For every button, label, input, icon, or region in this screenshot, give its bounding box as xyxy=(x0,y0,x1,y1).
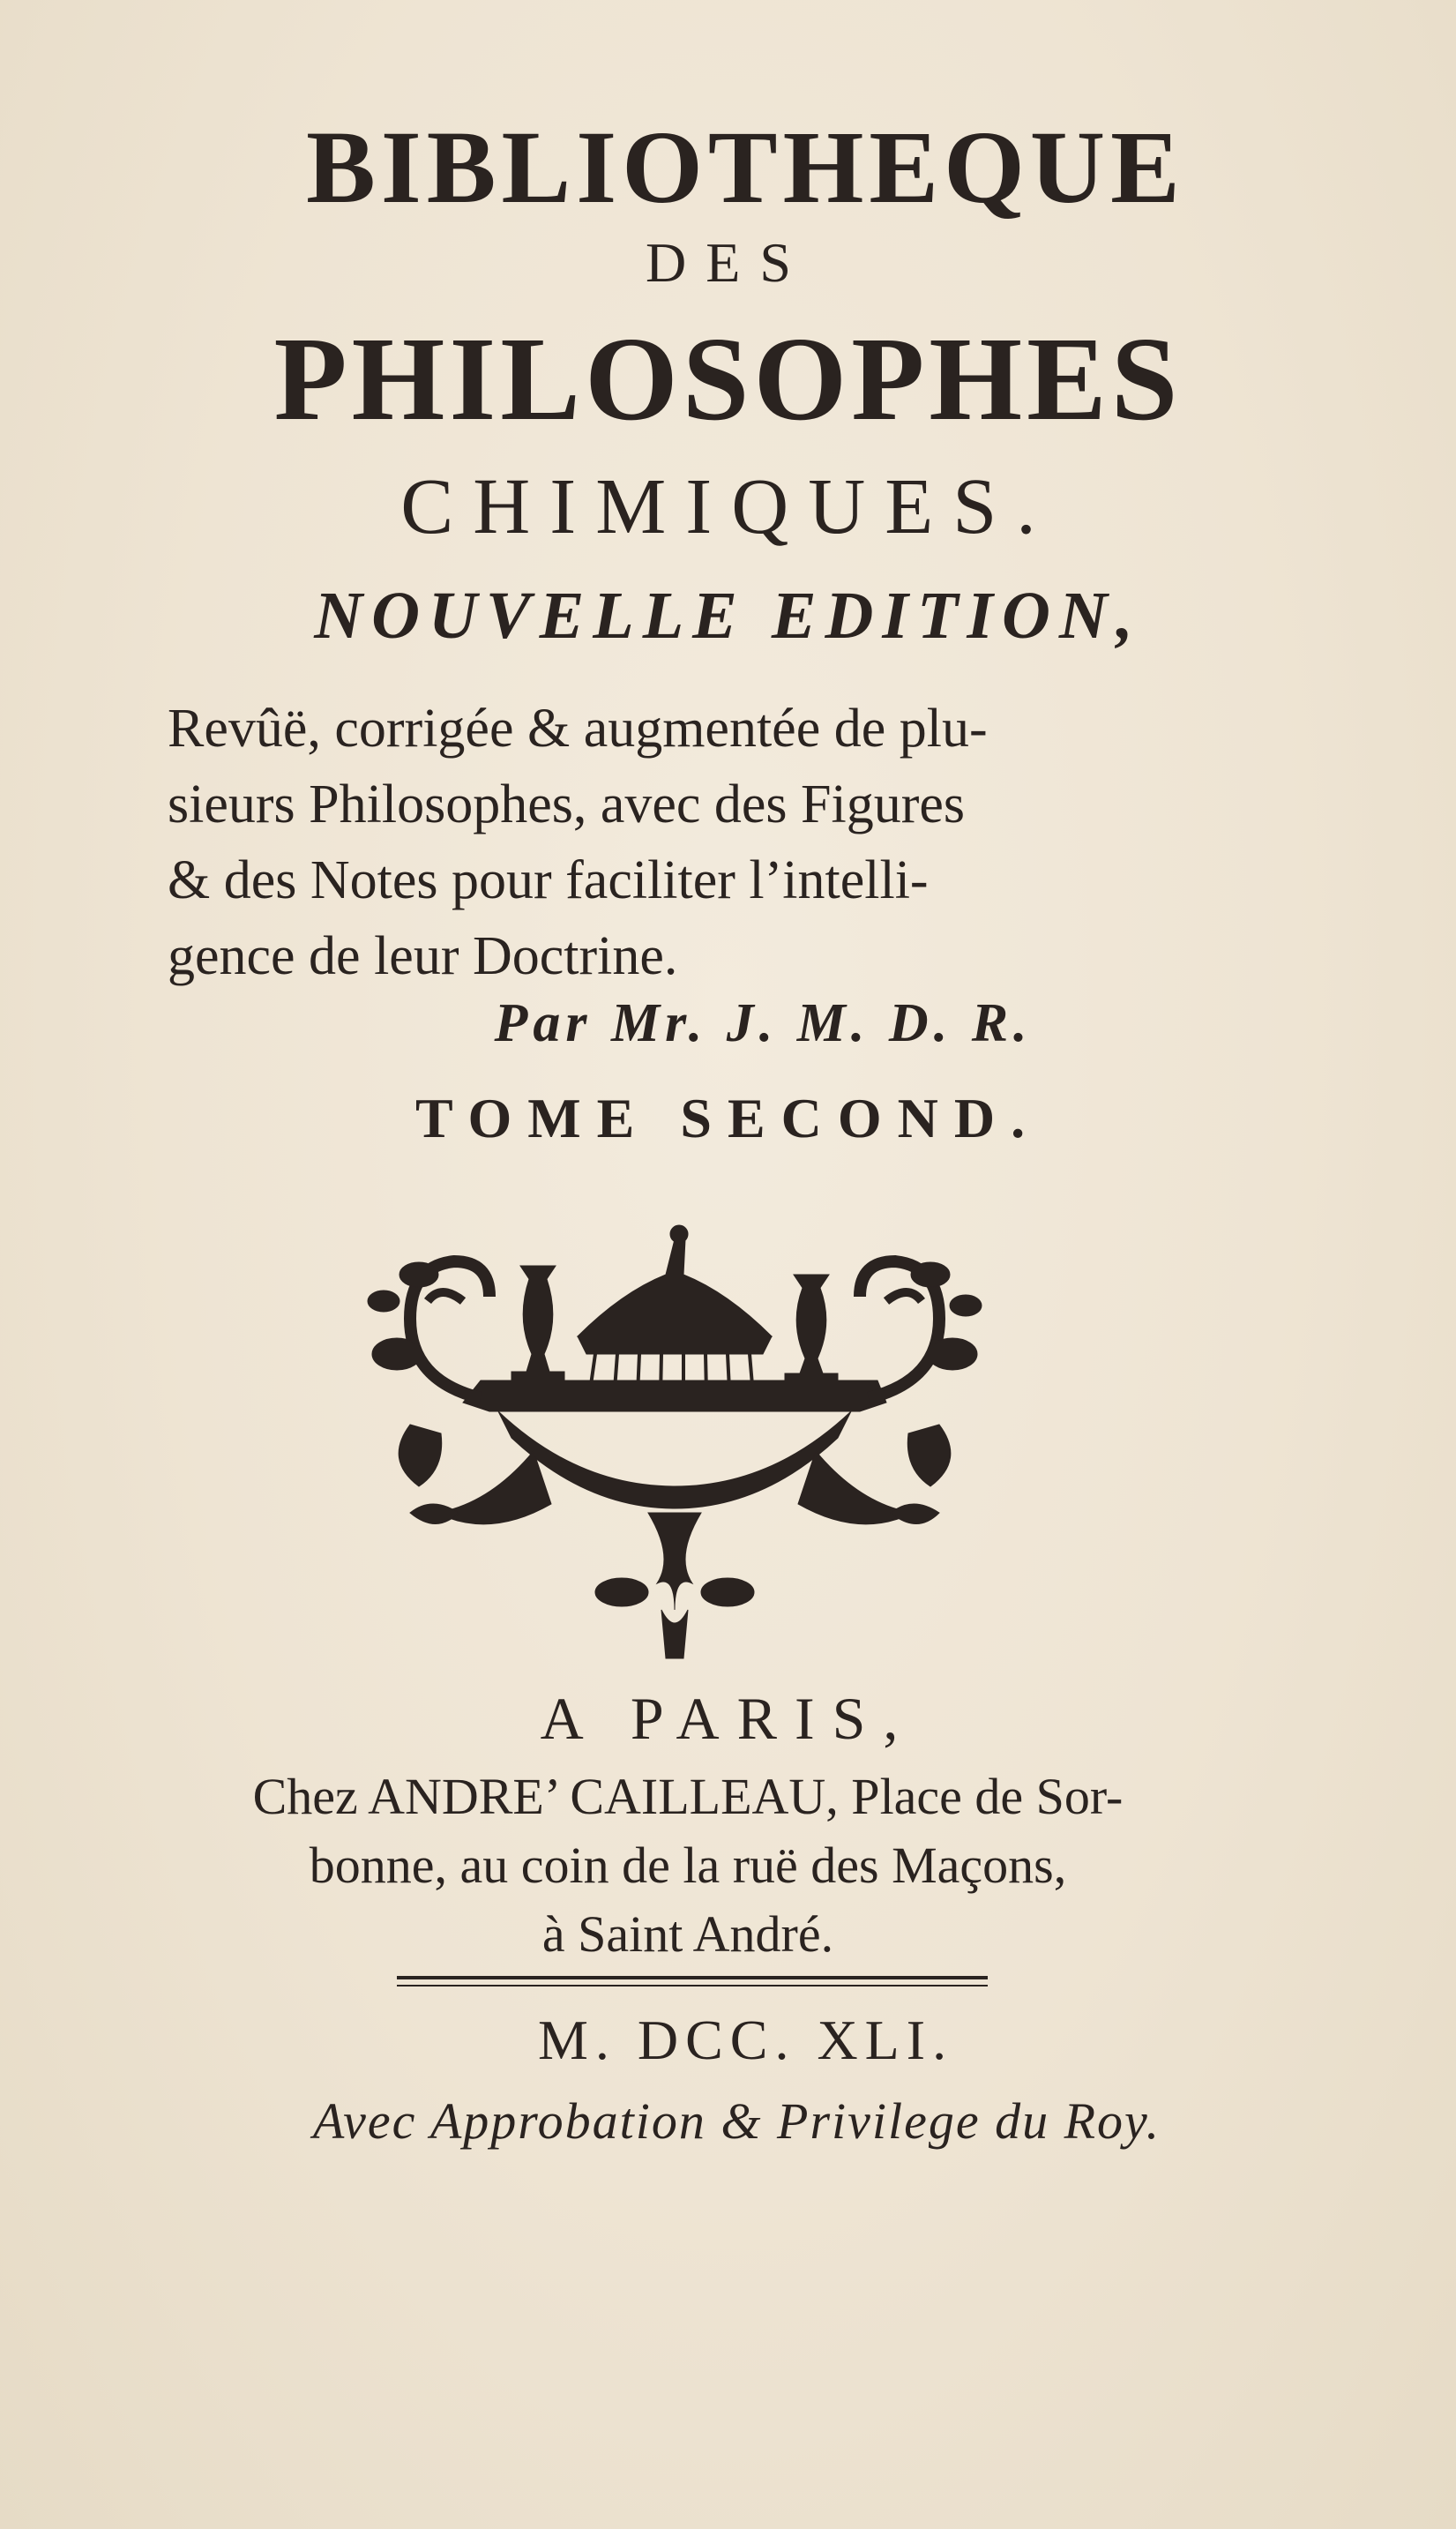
imprint-line: bonne, au coin de la ruë des Maçons, xyxy=(309,1837,1067,1894)
imprint-line: Chez ANDRE’ CAILLEAU, Place de Sor- xyxy=(252,1768,1124,1825)
title-line-des: DES xyxy=(646,231,810,294)
title-line-philosophes: PHILOSOPHES xyxy=(273,313,1183,445)
imprint-block xyxy=(168,1762,1208,1969)
volume-line: TOME SECOND. xyxy=(414,1087,1042,1149)
publication-year: M. DCC. XLI. xyxy=(537,2009,954,2071)
imprint-city: A PARIS, xyxy=(540,1685,916,1752)
edition-statement: NOUVELLE EDITION, xyxy=(314,579,1142,653)
royal-privilege: Avec Approbation & Privilege du Roy. xyxy=(312,2092,1161,2150)
title-line-chimiques: CHIMIQUES. xyxy=(400,463,1056,550)
double-rule-divider xyxy=(397,1976,988,1990)
description-line: gence de leur Doctrine. xyxy=(168,926,678,986)
rule-thin xyxy=(397,1985,988,1987)
description-block xyxy=(168,691,1270,994)
rule-thick xyxy=(397,1976,988,1979)
description-line: sieurs Philosophes, avec des Figures xyxy=(168,774,966,834)
imprint-line: à Saint André. xyxy=(541,1905,834,1963)
description-line: & des Notes pour faciliter l’intelli- xyxy=(168,850,929,910)
printers-ornament-icon xyxy=(357,1222,992,1663)
author-line: Par Mr. J. M. D. R. xyxy=(494,993,1033,1053)
title-line-bibliotheque: BIBLIOTHEQUE xyxy=(306,109,1185,225)
description-line: Revûë, corrigée & augmentée de plu- xyxy=(168,699,988,759)
